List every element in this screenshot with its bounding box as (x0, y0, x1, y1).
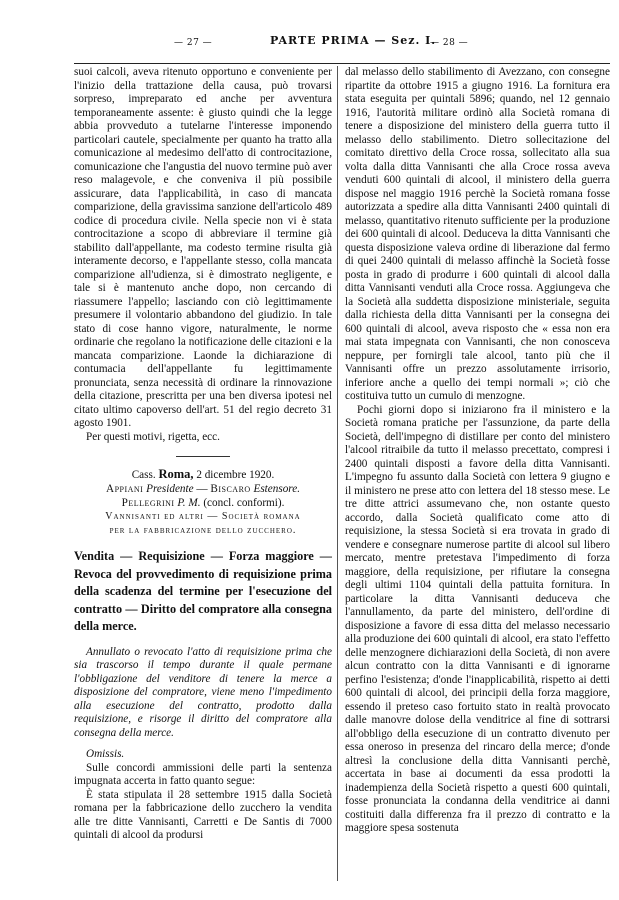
running-title: PARTE PRIMA — Sez. I. (270, 34, 437, 47)
headnote-keywords: Vendita — Requisizione — Forza maggiore — Revoca del provvedimento di requisizione prima della scadenza del termine per l'esecuzione del contratto — Diritto del compratore alla consegna della merce. (74, 549, 332, 633)
continuation-paragraph: suoi calcoli, aveva ritenuto opportuno e conveniente per l'inizio della trattazione della causa, può trovarsi sorpreso, impreparato ed anche per avventura temporaneamente assente: è giusto quindi che la legge abbia provveduto a tutelarne l'interesse imponendo particolari cautele, specialmente per quanto ha tratto alla comunicazione al medesimo dell'atto di controcitazione, comunicazione che l'angustia del nuovo termine può aver reso malagevole, e che conveniva il più possibile assicurare, data l'applicabilità, in caso di mancata comparizione, della gravissima sanzione dell'articolo 489 codice di procedura civile. Nella specie non vi è stata controcitazione a scopo di abbreviare il termine già stabilito dall'appellante, ma codesto termine risulta già interamente decorso, e l'appellante stesso, colla mancata comparizione all'udienza, si è dimostrato negligente, e tale si è mantenuto anche dopo, non cercando di riassumere l'appello; lasciando con ciò legittimamente presumere il volontario abbandono del giudizio. In tale stato di cose hanno vigore, naturalmente, le norme ordinarie che regolano la notificazione delle citazioni e la mancata comparizione. Laonde la dichiarazione di contumacia dell'appellante fu legittimamente pronunciata, senza necessità di ordinare la rinnovazione della citazione, prescritta per una ben diversa ipotesi nel citato ultimo capoverso dell'art. 51 del regio decreto 31 agosto 1901. (74, 66, 332, 429)
left-column (74, 66, 332, 843)
right-page-number: — 28 — (430, 38, 469, 48)
facts-paragraph: È stata stipulata il 28 settembre 1915 dalla Società romana per la fabbricazione dello zucchero la vendita alle tre ditte Vannisanti, Carretti e De Santis di 7000 quintali di alcool da prodursi (74, 788, 332, 841)
left-page-number: — 27 — (174, 38, 213, 48)
column-divider (337, 66, 338, 881)
closing-formula: Per questi motivi, rigetta, ecc. (86, 430, 220, 443)
judges-dash: — (193, 483, 211, 495)
page-header (74, 34, 610, 50)
president-name: Appiani (105, 483, 144, 495)
negotiations-paragraph: Pochi giorni dopo si iniziarono fra il ministero e la Società romana pratiche per l'assunzione, da parte della Società, dell'impegno di distillare per conto del ministero l'alcool ritraibile da tutto il melasso precettato, compresi i 2400 quintali disposti a favore della ditta Vannisanti. L'impegno fu assunto dalla Società con lettera 9 giugno e il ministero ne prese atto con lettera del 18 stesso mese. Le tre ditte attrici assumevano che, non ostante questo accordo, dalla Società qualificato come atto di requisizione, la stessa Società si era trovata in grado di vendere e consegnare numerose partite di alcool sul libero mercato, mentre pretestava l'impedimento di forza maggiore, della requisizione, per rifiutare la consegna degli ultimi 1104 quintali della pattuita fornitura. In particolare la ditta Vannisanti deduceva che l'annullamento, da parte del ministero, dell'ordine di disposizione a favore di essa ditta del melasso necessario alla produzione dei 600 quintali di alcool, era stato l'effetto delle menzognere dichiarazioni della Società, di non avere alcun contratto con la ditta Vannisanti e di ignorarne perfino l'esistenza; d'onde l'inapplicabilità, rispetto ai detti 600 quintali di alcool, dei principii della forza maggiore, essendo il preteso caso fortuito stato in realtà provocato dalle manovre dolose della venditrice al fine di sottrarsi all'obbligo della esecuzione di un contratto divenuto per essa oneroso in presenza del rincaro della merce; d'onde altresì la conclusione della ditta Vannisanti perchè, accertata in base ai documenti da essa prodotti la inadempienza della Società rispetto a questi 600 quintali, fosse pronunciata la condanna della venditrice ai danni costituiti dalla differenza fra il prezzo di contratto e la maggiore spesa sostenuta (345, 403, 610, 834)
rapporteur-role: Estensore. (250, 483, 300, 495)
rapporteur-name: Biscaro (210, 483, 251, 495)
court-name: Cass. (131, 469, 159, 481)
omissis-label: Omissis. (86, 748, 125, 760)
case-citation (74, 467, 332, 482)
right-column (345, 66, 610, 836)
parties-line-1: Vannisanti ed altri — Società romana (105, 511, 301, 522)
judges-line-2 (74, 496, 332, 510)
facts-intro-paragraph: Sulle concordi ammissioni delle parti la sentenza impugnata accerta in fatto quanto segue: (74, 761, 332, 787)
section-separator (176, 456, 230, 457)
court-city: Roma, (158, 467, 194, 481)
parties-line-2: per la fabbricazione dello zucchero. (109, 525, 297, 536)
prosecutor-name: Pellegrini (121, 497, 175, 509)
legal-maxim: Annullato o revocato l'atto di requisizione prima che sia trascorso il tempo durante il quale permane l'obbligazione del venditore di tenere la merce a disposizione del compratore, viene meno l'impedimento alla esecuzione del contratto, prodotto dalla requisizione, e risorge il diritto del compratore alla consegna della merce. (74, 645, 332, 739)
president-role: Presidente (143, 483, 194, 495)
facts-continuation-paragraph: dal melasso dello stabilimento di Avezzano, con consegne ripartite da ottobre 1915 a giugno 1916. La fornitura era stata eseguita per quintali 5896; quando, nel 12 gennaio 1916, l'autorità militare ordinò alla Società romana di tenere a disposizione del ministero della guerra tutto il melasso dello stabilimento. Dietro sollecitazione del comitato direttivo della Croce rossa, sollecitato alla sua volta dalla ditta Vannisanti che alla Croce rossa aveva venduti 600 quintali di alcool, il ministero della guerra dispose nel maggio 1916 perchè la Società romana fosse autorizzata a spedire alla ditta Vannisanti 2400 quintali di melasso, quantitativo ritenuto sufficiente per la produzione dei 600 quintali di alcool. Deduceva la ditta Vannisanti che questa disposizione valeva ordine di liberazione dal fermo di quei 2400 quintali di melasso affinchè la Società fosse posta in grado di produrre i 600 quintali di alcool dalla ditta Vannisanti venduti alla Croce rossa. Aggiungeva che la Società alla suddetta disposizione ministeriale, seguita dalla richiesta della ditta Vannisanti per la consegna dei 600 quintali di alcool, aveva risposto che « essa non era mai stata impegnata con Vannisanti, che non conosceva neppure, per fornirgli tale alcool, tanto più che il Vannisanti offre un prezzo assolutamente irrisorio, inferiore anche a quello dei tempi normali »; ciò che costituiva tutto un cumulo di menzogne. (345, 66, 610, 402)
header-rule (74, 63, 610, 64)
prosecutor-conclusions: (concl. conformi). (200, 497, 285, 509)
judges-line-1 (74, 482, 332, 496)
decision-date: 2 dicembre 1920. (193, 469, 275, 481)
prosecutor-role: P. M. (174, 497, 201, 509)
